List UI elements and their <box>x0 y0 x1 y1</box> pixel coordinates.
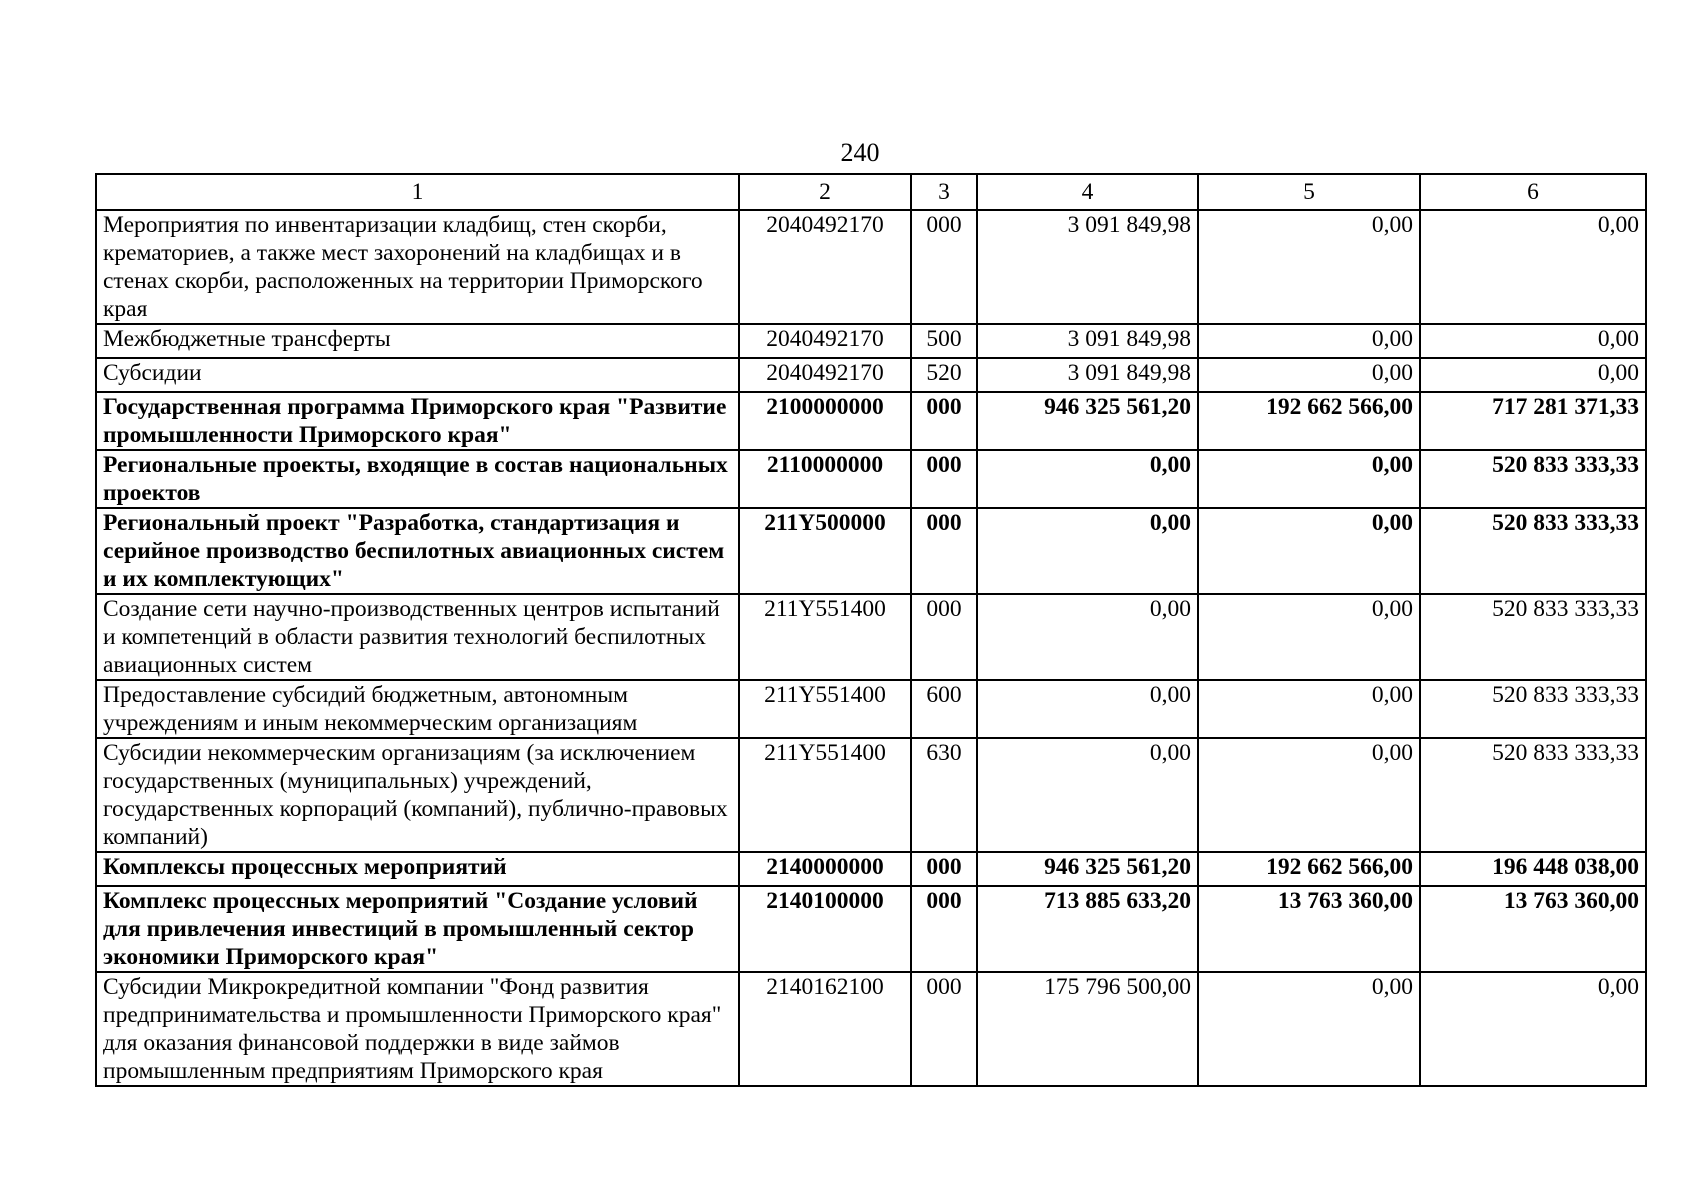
row-expense-type: 000 <box>911 508 977 594</box>
row-value-col6: 13 763 360,00 <box>1420 886 1646 972</box>
header-col-2: 2 <box>739 174 911 210</box>
row-expense-type: 500 <box>911 324 977 358</box>
row-value-col5: 0,00 <box>1198 594 1420 680</box>
table-row <box>96 358 1646 392</box>
row-code: 211Y551400 <box>739 738 911 852</box>
table-row <box>96 594 1646 680</box>
budget-table <box>95 173 1647 1087</box>
row-value-col5: 0,00 <box>1198 450 1420 508</box>
table-row <box>96 738 1646 852</box>
row-code: 211Y551400 <box>739 594 911 680</box>
row-name: Создание сети научно-производственных центров испытаний и компетенций в области развития технологий беспилотных авиационных систем <box>96 594 739 680</box>
row-code: 211Y551400 <box>739 680 911 738</box>
row-value-col5: 0,00 <box>1198 508 1420 594</box>
row-value-col6: 0,00 <box>1420 358 1646 392</box>
table-row <box>96 972 1646 1086</box>
header-col-4: 4 <box>977 174 1198 210</box>
row-code: 2110000000 <box>739 450 911 508</box>
row-value-col4: 946 325 561,20 <box>977 852 1198 886</box>
row-value-col5: 0,00 <box>1198 738 1420 852</box>
row-code: 211Y500000 <box>739 508 911 594</box>
header-col-6: 6 <box>1420 174 1646 210</box>
row-value-col6: 717 281 371,33 <box>1420 392 1646 450</box>
row-value-col6: 196 448 038,00 <box>1420 852 1646 886</box>
row-name: Межбюджетные трансферты <box>96 324 739 358</box>
table-row <box>96 392 1646 450</box>
row-code: 2100000000 <box>739 392 911 450</box>
row-value-col4: 3 091 849,98 <box>977 324 1198 358</box>
row-value-col5: 13 763 360,00 <box>1198 886 1420 972</box>
row-expense-type: 630 <box>911 738 977 852</box>
row-code: 2140000000 <box>739 852 911 886</box>
row-expense-type: 000 <box>911 392 977 450</box>
row-expense-type: 520 <box>911 358 977 392</box>
row-code: 2040492170 <box>739 324 911 358</box>
row-name: Комплексы процессных мероприятий <box>96 852 739 886</box>
row-value-col6: 520 833 333,33 <box>1420 680 1646 738</box>
row-value-col6: 520 833 333,33 <box>1420 508 1646 594</box>
row-value-col5: 0,00 <box>1198 680 1420 738</box>
row-expense-type: 000 <box>911 450 977 508</box>
row-name: Предоставление субсидий бюджетным, автономным учреждениям и иным некоммерческим организациям <box>96 680 739 738</box>
row-value-col4: 0,00 <box>977 680 1198 738</box>
table-row <box>96 680 1646 738</box>
row-expense-type: 600 <box>911 680 977 738</box>
row-value-col4: 946 325 561,20 <box>977 392 1198 450</box>
row-name: Субсидии некоммерческим организациям (за исключением государственных (муниципальных) учреждений, государственных корпораций (компаний), публично-правовых компаний) <box>96 738 739 852</box>
row-value-col6: 0,00 <box>1420 210 1646 324</box>
table-row <box>96 324 1646 358</box>
table-row <box>96 886 1646 972</box>
row-value-col5: 0,00 <box>1198 972 1420 1086</box>
header-col-3: 3 <box>911 174 977 210</box>
table-row <box>96 852 1646 886</box>
row-value-col4: 3 091 849,98 <box>977 358 1198 392</box>
header-col-5: 5 <box>1198 174 1420 210</box>
row-value-col4: 713 885 633,20 <box>977 886 1198 972</box>
row-value-col4: 0,00 <box>977 738 1198 852</box>
table-row <box>96 508 1646 594</box>
row-expense-type: 000 <box>911 972 977 1086</box>
table-row <box>96 210 1646 324</box>
row-name: Региональные проекты, входящие в состав национальных проектов <box>96 450 739 508</box>
row-code: 2040492170 <box>739 358 911 392</box>
row-code: 2040492170 <box>739 210 911 324</box>
row-value-col6: 0,00 <box>1420 972 1646 1086</box>
row-value-col6: 0,00 <box>1420 324 1646 358</box>
row-expense-type: 000 <box>911 852 977 886</box>
row-name: Мероприятия по инвентаризации кладбищ, стен скорби, крематориев, а также мест захоронений на кладбищах и в стенах скорби, расположенных на территории Приморского края <box>96 210 739 324</box>
row-expense-type: 000 <box>911 886 977 972</box>
row-value-col6: 520 833 333,33 <box>1420 450 1646 508</box>
table-row <box>96 450 1646 508</box>
row-value-col4: 0,00 <box>977 450 1198 508</box>
row-value-col4: 175 796 500,00 <box>977 972 1198 1086</box>
row-value-col6: 520 833 333,33 <box>1420 738 1646 852</box>
row-value-col6: 520 833 333,33 <box>1420 594 1646 680</box>
row-name: Субсидии Микрокредитной компании "Фонд развития предпринимательства и промышленности Приморского края" для оказания финансовой поддержки в виде займов промышленным предприятиям Приморского края <box>96 972 739 1086</box>
header-row <box>96 174 1646 210</box>
row-name: Комплекс процессных мероприятий "Создание условий для привлечения инвестиций в промышленный сектор экономики Приморского края" <box>96 886 739 972</box>
row-code: 2140162100 <box>739 972 911 1086</box>
row-code: 2140100000 <box>739 886 911 972</box>
row-value-col4: 0,00 <box>977 508 1198 594</box>
row-name: Государственная программа Приморского края "Развитие промышленности Приморского края" <box>96 392 739 450</box>
row-expense-type: 000 <box>911 210 977 324</box>
header-col-1: 1 <box>96 174 739 210</box>
row-value-col5: 192 662 566,00 <box>1198 392 1420 450</box>
row-value-col5: 0,00 <box>1198 358 1420 392</box>
row-value-col4: 3 091 849,98 <box>977 210 1198 324</box>
row-expense-type: 000 <box>911 594 977 680</box>
row-name: Региональный проект "Разработка, стандартизация и серийное производство беспилотных авиационных систем и их комплектующих" <box>96 508 739 594</box>
row-value-col4: 0,00 <box>977 594 1198 680</box>
page-number: 240 <box>840 138 880 167</box>
row-name: Субсидии <box>96 358 739 392</box>
row-value-col5: 0,00 <box>1198 210 1420 324</box>
row-value-col5: 0,00 <box>1198 324 1420 358</box>
row-value-col5: 192 662 566,00 <box>1198 852 1420 886</box>
